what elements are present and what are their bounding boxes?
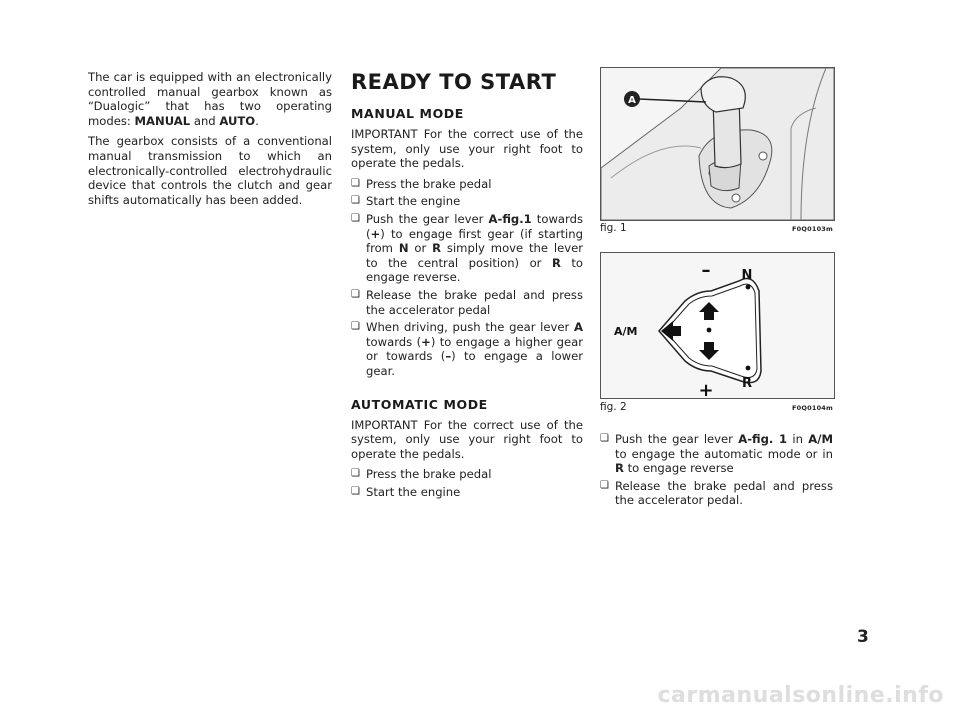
step-text: towards ( [366, 211, 583, 241]
intro-column [88, 70, 332, 213]
step-text: to engage reverse. [366, 255, 584, 285]
step-text: ) to engage a lower gear. [366, 349, 583, 378]
step-text: When driving, push the gear lever [366, 320, 575, 335]
figure-caption: fig. 2 [600, 401, 627, 413]
step-text: simply move the lever to the central position) or [366, 241, 584, 270]
plus-symbol: + [421, 334, 431, 349]
watermark: carmanualsonline.info [657, 683, 944, 708]
figure-reference: A-fig.1 [488, 211, 532, 226]
auto-manual-label: A/M [614, 325, 638, 338]
step-text: ) to engage a higher gear or towards ( [366, 334, 584, 364]
reverse-symbol: R [432, 241, 442, 256]
intro-text: . [255, 113, 259, 128]
step-text: Push the gear lever [615, 432, 739, 446]
minus-symbol: – [445, 349, 452, 364]
auto-manual-symbol: A/M [808, 432, 833, 446]
reverse-symbol: R [551, 255, 561, 270]
minus-label: – [701, 260, 711, 281]
figure-2-caption [600, 401, 833, 413]
figure-1-caption [600, 222, 833, 234]
callout-label-a: A [628, 95, 636, 106]
manual-important-note: IMPORTANT For the correct use of the system, only use your right foot to operate the pedals. [351, 127, 583, 171]
figure-reference: A-fig. 1 [738, 432, 788, 446]
lever-reference: A [574, 320, 583, 335]
intro-text: and [190, 113, 220, 128]
auto-mode-term: AUTO [219, 113, 256, 128]
list-item: ❏ Start the engine [351, 194, 583, 209]
step-text: towards ( [366, 334, 422, 349]
figure-code: F0Q0104m [792, 404, 833, 412]
figure-1-gear-lever [600, 67, 835, 221]
gear-lever-illustration [601, 68, 834, 220]
automatic-important-note: IMPORTANT For the correct use of the system, only use your right foot to operate the pedals. [351, 417, 583, 461]
intro-text: The car is equipped with an electronically controlled manual gearbox known as “Dualogic” that has two operating modes: [88, 70, 332, 128]
step-text: or [408, 241, 433, 256]
step-text: to engage the automatic mode or in [615, 446, 833, 461]
list-item: ❏ Release the brake pedal and press the accelerator pedal. [600, 479, 833, 508]
list-item: ❏ Press the brake pedal [351, 467, 583, 482]
gear-pattern-diagram [601, 253, 834, 398]
reverse-label: R [741, 376, 753, 391]
page-number: 3 [857, 627, 869, 647]
figure-code: F0Q0103m [792, 225, 833, 233]
manual-mode-term: MANUAL [134, 113, 191, 128]
intro-paragraph-1 [88, 70, 332, 128]
step-text: ) to engage first gear (if starting from [366, 226, 583, 256]
automatic-mode-heading: AUTOMATIC MODE [351, 396, 488, 412]
list-item: ❏ Press the brake pedal [351, 177, 583, 192]
step-text: Push the gear lever [366, 211, 489, 226]
right-column [600, 432, 833, 512]
neutral-label: N [741, 268, 753, 283]
list-item [600, 432, 833, 476]
automatic-steps-list [351, 467, 583, 499]
list-item: ❏ Release the brake pedal and press the accelerator pedal [351, 288, 583, 317]
plus-symbol: + [370, 226, 381, 241]
neutral-symbol: N [398, 241, 409, 256]
automatic-continued-list [600, 432, 833, 508]
manual-mode-heading: MANUAL MODE [351, 106, 464, 121]
main-column [351, 70, 583, 503]
step-text: to engage reverse [623, 461, 734, 476]
intro-paragraph-2: The gearbox consists of a conventional manual transmission to which an electronically-controlled electrohydraulic device that controls the clutch and gear shifts automatically has been added. [88, 134, 332, 207]
figure-2-gear-pattern [600, 252, 835, 399]
manual-steps-list [351, 177, 583, 379]
list-item [351, 320, 583, 378]
reverse-symbol: R [615, 461, 624, 476]
figure-caption: fig. 1 [600, 222, 627, 234]
page-title: READY TO START [351, 70, 557, 94]
step-text: in [787, 432, 809, 446]
list-item [351, 212, 583, 285]
list-item: ❏ Start the engine [351, 485, 583, 500]
plus-label: + [698, 380, 714, 398]
